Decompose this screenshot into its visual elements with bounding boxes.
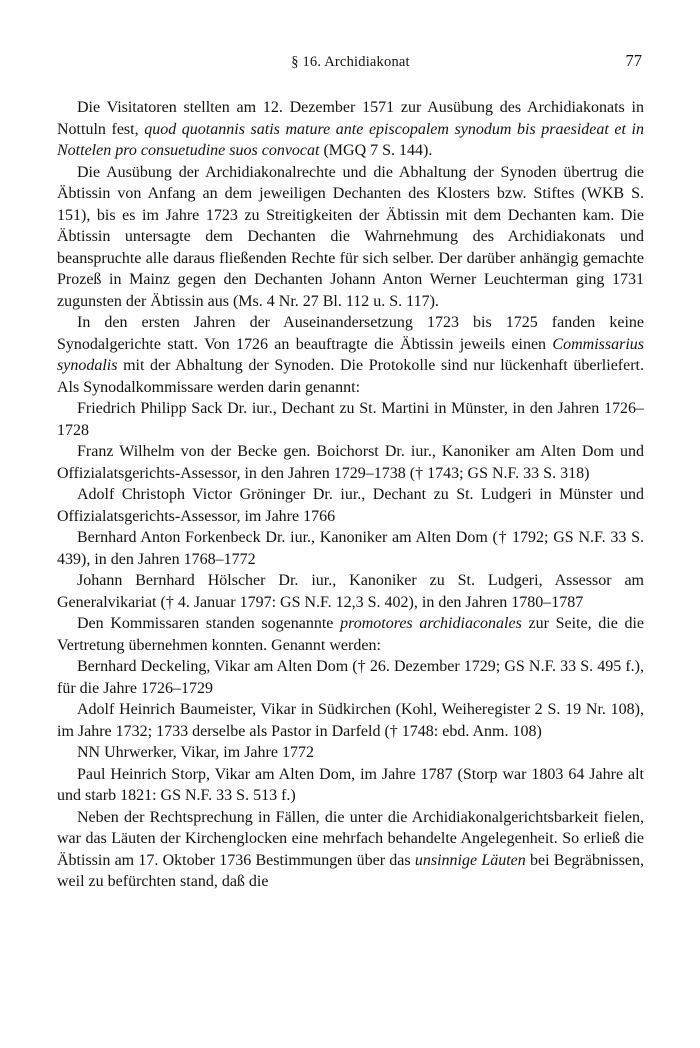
text-run: Bernhard Deckeling, Vikar am Alten Dom († 26. Dezember 1729; GS N.F. 33 S. 495 f.), für die Jahre 1726–1729: [57, 658, 644, 697]
page-body: [57, 97, 644, 893]
text-run: zur Seite, die die Vertretung übernehmen konnten. Genannt werden:: [57, 615, 645, 654]
text-run: Paul Heinrich Storp, Vikar am Alten Dom, im Jahre 1787 (Storp war 1803 64 Jahre alt und starb 1821: GS N.F. 33 S. 513 f.): [57, 765, 644, 804]
paragraph: [57, 764, 644, 807]
paragraph: [57, 484, 644, 527]
text-run: NN Uhrwerker, Vikar, im Jahre 1772: [77, 744, 314, 761]
paragraph: [57, 807, 644, 893]
paragraph: [57, 527, 644, 570]
paragraph: [57, 441, 644, 484]
text-run: Die Visitatoren stellten am 12. Dezember 1571 zur Ausübung des Archidiakonats in Nottuln fest,: [57, 99, 644, 138]
paragraph: [57, 97, 644, 162]
italic-run: Commissarius synodalis: [57, 335, 644, 374]
text-run: Neben der Rechtsprechung in Fällen, die unter die Archidiakonalgerichtsbarkeit fielen, war das Läuten der Kirchenglocken eine mehrfach behandelte Angelegenheit. So erließ die Äbtissin am 17. Oktober 1736 Bestimmungen über das: [57, 808, 644, 869]
paragraph: [57, 742, 644, 764]
page-content: [57, 52, 644, 893]
page-header: [57, 52, 644, 72]
text-run: Die Ausübung der Archidiakonalrechte und die Abhaltung der Synoden übertrug die Äbtissin von Anfang an dem jeweiligen Dechanten des Klosters bzw. Stiftes (WKB S. 151), bis es im Jahre 1723 zu Streitigkeiten der Äbtissin mit dem Dechanten kam. Die Äbtissin untersagte dem Dechanten die Wahrnehmung des Archidiakonats und beanspruchte alle daraus fließenden Rechte für sich selber. Der darüber anhängig gemachte Prozeß in Mainz gegen den Dechanten Johann Anton Werner Leuchterman ging 1731 zugunsten der Äbtissin aus (Ms. 4 Nr. 27 Bl. 112 u. S. 117).: [57, 163, 644, 310]
paragraph: [57, 162, 644, 313]
italic-run: promotores archidiaconales: [340, 615, 522, 632]
section-heading: § 16. Archidiakonat: [291, 54, 410, 70]
text-run: Adolf Christoph Victor Gröninger Dr. iur., Dechant zu St. Ludgeri in Münster und Offizialatsgerichts-Assessor, im Jahre 1766: [57, 486, 644, 525]
paragraph: [57, 613, 644, 656]
paragraph: [57, 398, 644, 441]
text-run: Den Kommissaren standen sogenannte: [77, 615, 341, 632]
text-run: Friedrich Philipp Sack Dr. iur., Dechant zu St. Martini in Münster, in den Jahren 1726–1728: [57, 400, 644, 439]
paragraph: [57, 312, 644, 398]
text-run: mit der Abhaltung der Synoden. Die Protokolle sind nur lückenhaft überliefert. Als Synodalkommissare werden darin genannt:: [57, 357, 644, 396]
text-run: (MGQ 7 S. 144).: [319, 142, 433, 159]
italic-run: quod quotannis satis mature ante episcopalem synodum bis praesideat et in Nottelen pro consuetudine suos convocat: [57, 120, 645, 159]
text-run: Franz Wilhelm von der Becke gen. Boichorst Dr. iur., Kanoniker am Alten Dom und Offizialatsgerichts-Assessor, in den Jahren 1729–1738 († 1743; GS N.F. 33 S. 318): [57, 443, 644, 482]
text-run: Bernhard Anton Forkenbeck Dr. iur., Kanoniker am Alten Dom († 1792; GS N.F. 33 S. 439), in den Jahren 1768–1772: [57, 529, 644, 568]
text-run: Johann Bernhard Hölscher Dr. iur., Kanoniker zu St. Ludgeri, Assessor am Generalvikariat († 4. Januar 1797: GS N.F. 12,3 S. 402), in den Jahren 1780–1787: [57, 572, 644, 611]
italic-run: unsinnige Läuten: [414, 851, 526, 869]
paragraph: [57, 656, 644, 699]
text-run: bei Begräbnissen, weil zu befürchten stand, daß die: [57, 851, 644, 890]
text-run: In den ersten Jahren der Auseinandersetzung 1723 bis 1725 fanden keine Synodalgerichte statt. Von 1726 an beauftragte die Äbtissin jeweils einen: [57, 314, 644, 353]
paragraph: [57, 699, 644, 742]
page-number: 77: [625, 51, 642, 70]
paragraph: [57, 570, 644, 613]
text-run: Adolf Heinrich Baumeister, Vikar in Südkirchen (Kohl, Weiheregister 2 S. 19 Nr. 108), im Jahre 1732; 1733 derselbe als Pastor in Darfeld († 1748: ebd. Anm. 108): [57, 701, 644, 740]
